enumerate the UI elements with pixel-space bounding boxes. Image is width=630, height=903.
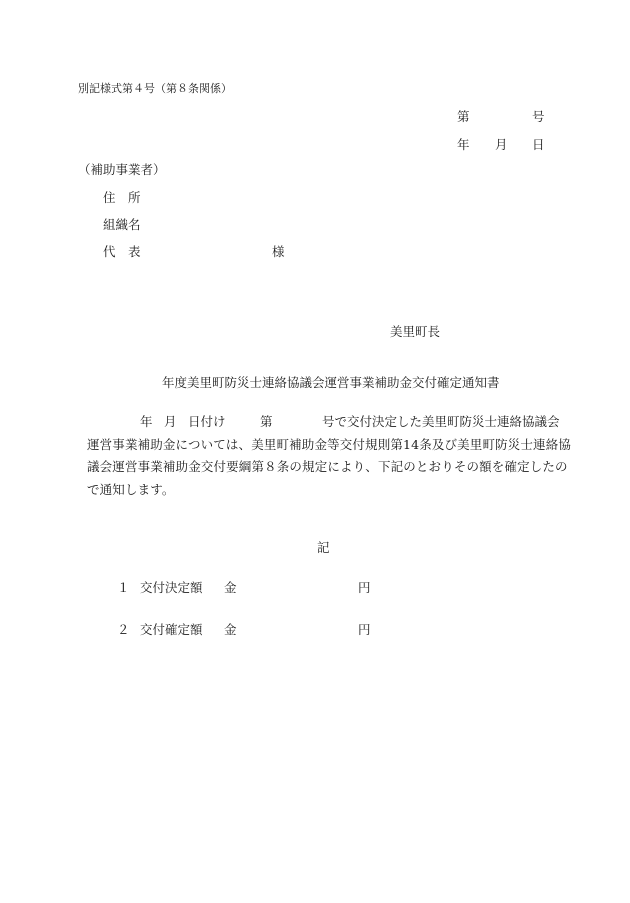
date-month: 月	[495, 137, 508, 152]
form-label: 別記様式第４号（第８条関係）	[78, 82, 232, 95]
date-year: 年	[457, 137, 470, 152]
item-label: 交付決定額	[140, 580, 203, 595]
document-title: 年度美里町防災士連絡協議会運営事業補助金交付確定通知書	[162, 375, 500, 390]
recipient-heading: （補助事業者）	[78, 162, 166, 177]
body-line-4: で通知します。	[87, 482, 175, 497]
item-kin: 金	[224, 580, 237, 595]
organization-label: 組織名	[103, 217, 141, 232]
body-line1-rest: 号で交付決定した美里町防災士連絡協議会	[322, 414, 560, 429]
representative-label: 代 表	[103, 244, 141, 259]
address-label: 住 所	[103, 190, 141, 205]
body-dai: 第	[260, 414, 273, 429]
item-label: 交付確定額	[140, 622, 203, 637]
item-number: ２	[117, 622, 130, 637]
doc-number-suffix: 号	[532, 109, 545, 124]
body-year: 年	[140, 414, 153, 429]
body-month: 月	[164, 414, 177, 429]
item-number: １	[117, 580, 130, 595]
ki-heading: 記	[317, 540, 330, 555]
honorific: 様	[272, 244, 285, 259]
body-line-2: 運営事業補助金については、美里町補助金等交付規則第14条及び美里町防災士連絡協	[87, 437, 572, 452]
item-yen: 円	[358, 580, 371, 595]
date-day: 日	[532, 137, 545, 152]
item-yen: 円	[358, 622, 371, 637]
body-dated: 日付け	[188, 414, 226, 429]
item-kin: 金	[224, 622, 237, 637]
body-line-3: 議会運営事業補助金交付要綱第８条の規定により、下記のとおりその額を確定したの	[87, 459, 568, 474]
doc-number-prefix: 第	[457, 109, 470, 124]
sender-name: 美里町長	[390, 324, 441, 339]
